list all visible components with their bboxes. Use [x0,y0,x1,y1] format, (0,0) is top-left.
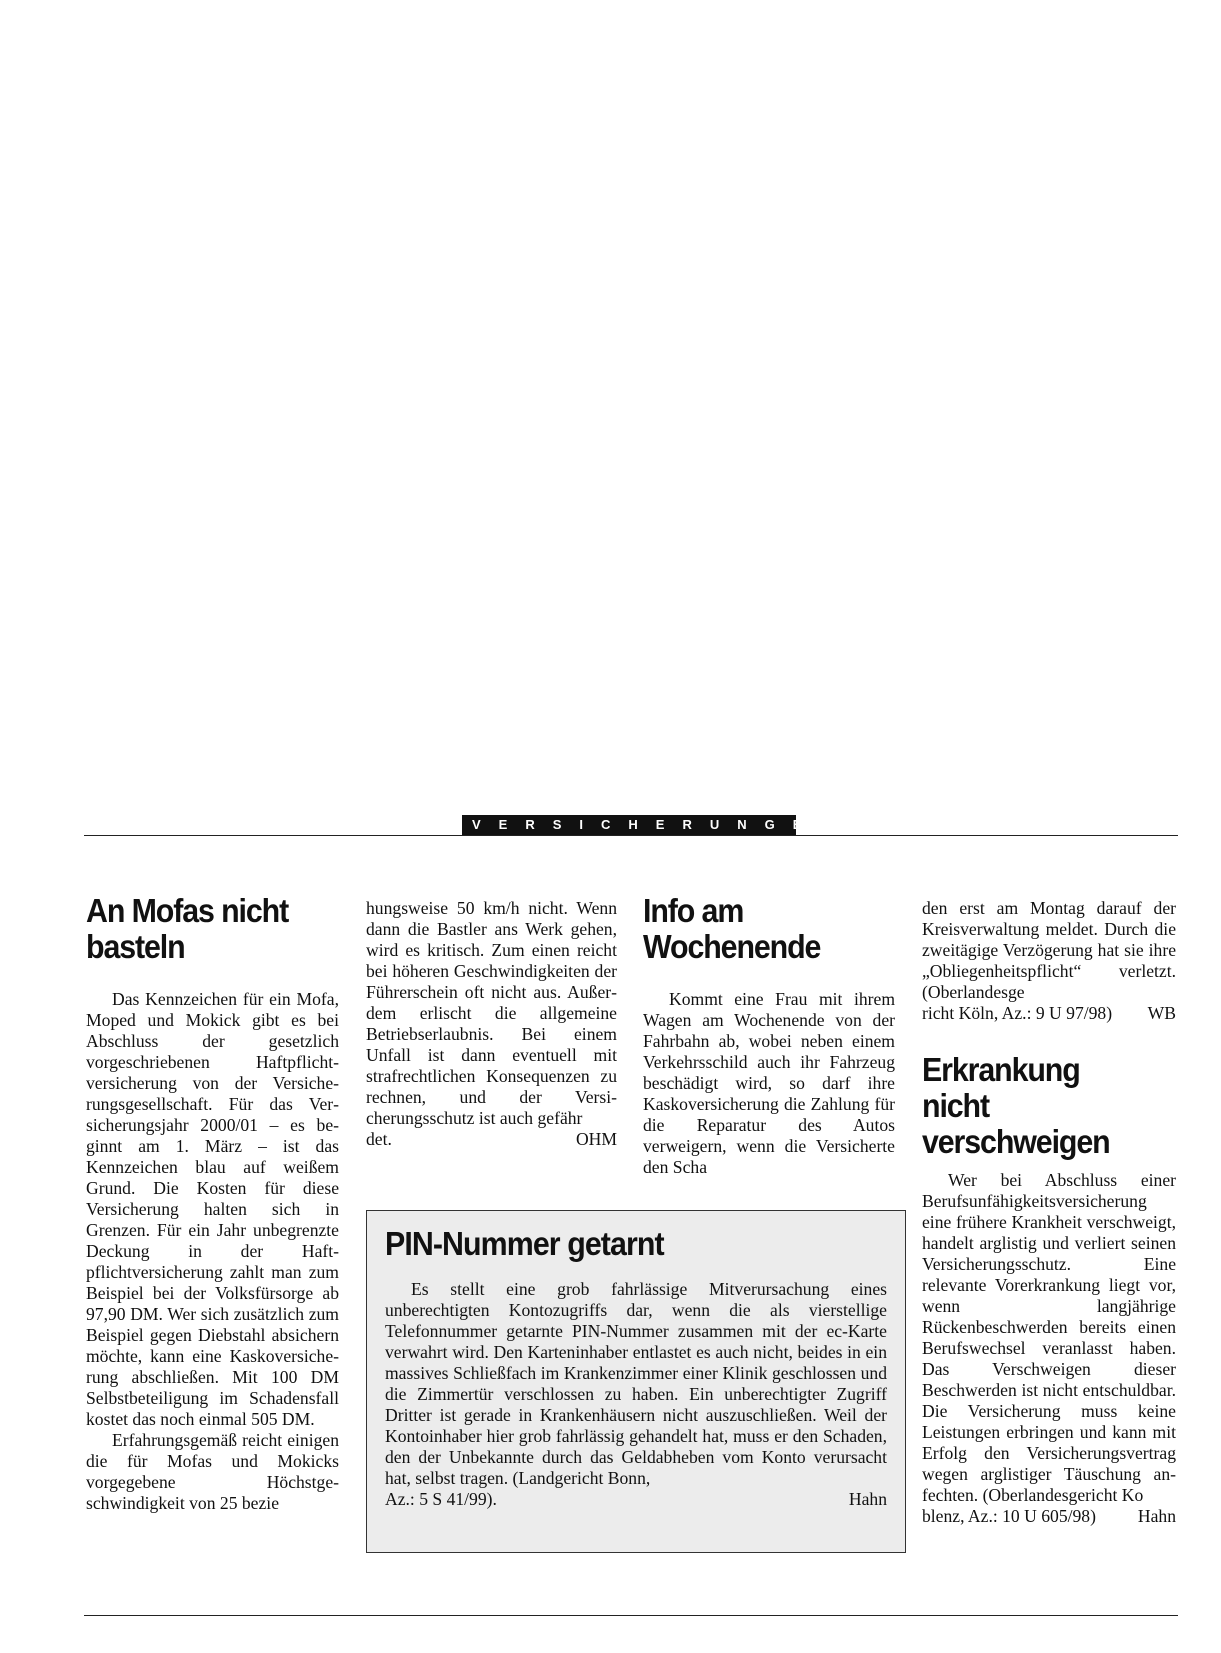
headline-line: An Mofas nicht [86,892,289,929]
paragraph-end: det. [366,1129,392,1149]
article-mofas-col2 [366,898,617,1150]
article-mofas-col1 [86,893,339,1514]
paragraph: hungsweise 50 km/h nicht. Wenn dann die Bastler ans Werk gehen, wird es kritisch. Zum einen reicht bei höheren Geschwindigkeiten der Führerschein oft nicht aus. Außerdem erlischt die allgemeine Betriebserlaubnis. Bei einem Unfall ist dann eventuell mit strafrechtlichen Konsequenzen zu rechnen, und der Versicherungsschutz ist auch gefähr [366,898,617,1128]
byline-row [385,1489,887,1510]
headline-mofas [86,893,319,965]
byline-row [366,1129,617,1150]
headline-erkrankung [922,1052,1156,1160]
box-pin-nummer [366,1210,906,1553]
headline-pin: PIN-Nummer getarnt [385,1225,664,1262]
headline-info [643,893,875,965]
section-label: VERSICHERUNGEN [462,815,796,835]
paragraph-end: blenz, Az.: 10 U 605/98) [922,1506,1096,1526]
article-erkrankung [922,1052,1176,1527]
box-body [385,1279,887,1510]
headline-line: Info am [643,892,744,929]
author: Hahn [848,1489,887,1509]
paragraph: den erst am Montag darauf der Kreisverwaltung meldet. Durch die zweitägige Verzögerung hat sie ihre „Obliegenheitspflicht“ verletzt. (Oberlandesge [922,898,1176,1002]
author: OHM [575,1129,617,1149]
byline-row [922,1506,1176,1527]
author: WB [1147,1003,1176,1023]
article-info-col4 [922,898,1176,1024]
headline-line: basteln [86,928,185,965]
article-info-col3 [643,893,895,1178]
paragraph: Es stellt eine grob fahrlässige Mitverursachung eines unberechtigten Kontozugriffs dar, wenn die als vierstellige Telefonnummer getarnte PIN-Nummer zusammen mit der ec-Karte verwahrt wird. Den Karteninhaber entlastet es auch nicht, beides in ein massives Schließfach im Krankenzimmer einer Klinik geschlossen und die Zimmertür verschlossen zu haben. Ein unberechtigter Zugriff Dritter ist gerade in Krankenhäusern nicht auszuschließen. Weil der Kontoinhaber hier grob fahrlässig gehandelt hat, muss er den Schaden, den der Unbekannte durch das Geldabheben vom Konto verursacht hat, selbst tragen. (Landgericht Bonn, [385,1279,887,1488]
bottom-rule [84,1615,1178,1616]
headline-line: nicht [922,1087,990,1124]
paragraph: Wer bei Abschluss einer Berufsunfähigkeitsversicherung eine frühere Krankheit verschweigt, handelt arglistig und verliert seinen Versicherungsschutz. Eine relevante Vorerkrankung liegt vor, wenn langjährige Rückenbeschwerden bereits einen Berufswechsel veranlasst haben. Das Verschweigen dieser Beschwerden ist nicht entschuldbar. Die Versicherung muss keine Leistungen erbringen und kann mit Erfolg den Versicherungsvertrag wegen arglistiger Täuschung anfechten. (Oberlandesgericht Ko [922,1170,1176,1505]
paragraph: Kommt eine Frau mit ihrem Wagen am Wochenende von der Fahrbahn ab, wobei neben einem Verkehrsschild auch ihr Fahrzeug beschädigt wird, so darf ihre Kaskoversicherung die Zahlung für die Reparatur des Autos verweigern, wenn die Versicherte den Scha [643,989,895,1177]
author: Hahn [1137,1506,1176,1526]
top-rule [84,835,1178,836]
paragraph: Das Kennzeichen für ein Mofa, Moped und Mokick gibt es bei Abschluss der gesetzlich vorgeschriebenen Haftpflichtversicherung von der Versicherungsgesellschaft. Für das Versicherungsjahr 2000/01 – es beginnt am 1. März – ist das Kennzeichen blau auf weißem Grund. Die Kosten für diese Versicherung halten sich in Grenzen. Für ein Jahr unbegrenzte Deckung in der Haftpflichtversicherung zahlt man zum Beispiel bei der Volksfürsorge ab 97,90 DM. Wer sich zusätzlich zum Beispiel gegen Diebstahl absichern möchte, kann eine Kaskoversicherung abschließen. Mit 100 DM Selbstbeteiligung im Schadensfall kostet das noch einmal 505 DM. [86,989,339,1429]
byline-row [922,1003,1176,1024]
headline-line: Wochenende [643,928,821,965]
headline-line: verschweigen [922,1123,1110,1160]
paragraph: Erfahrungsgemäß reicht einigen die für Mofas und Mokicks vorgegebene Höchstgeschwindigkeit von 25 bezie [86,1430,339,1513]
paragraph-end: richt Köln, Az.: 9 U 97/98) [922,1003,1113,1023]
paragraph-end: Az.: 5 S 41/99). [385,1489,497,1509]
headline-line: Erkrankung [922,1051,1080,1088]
